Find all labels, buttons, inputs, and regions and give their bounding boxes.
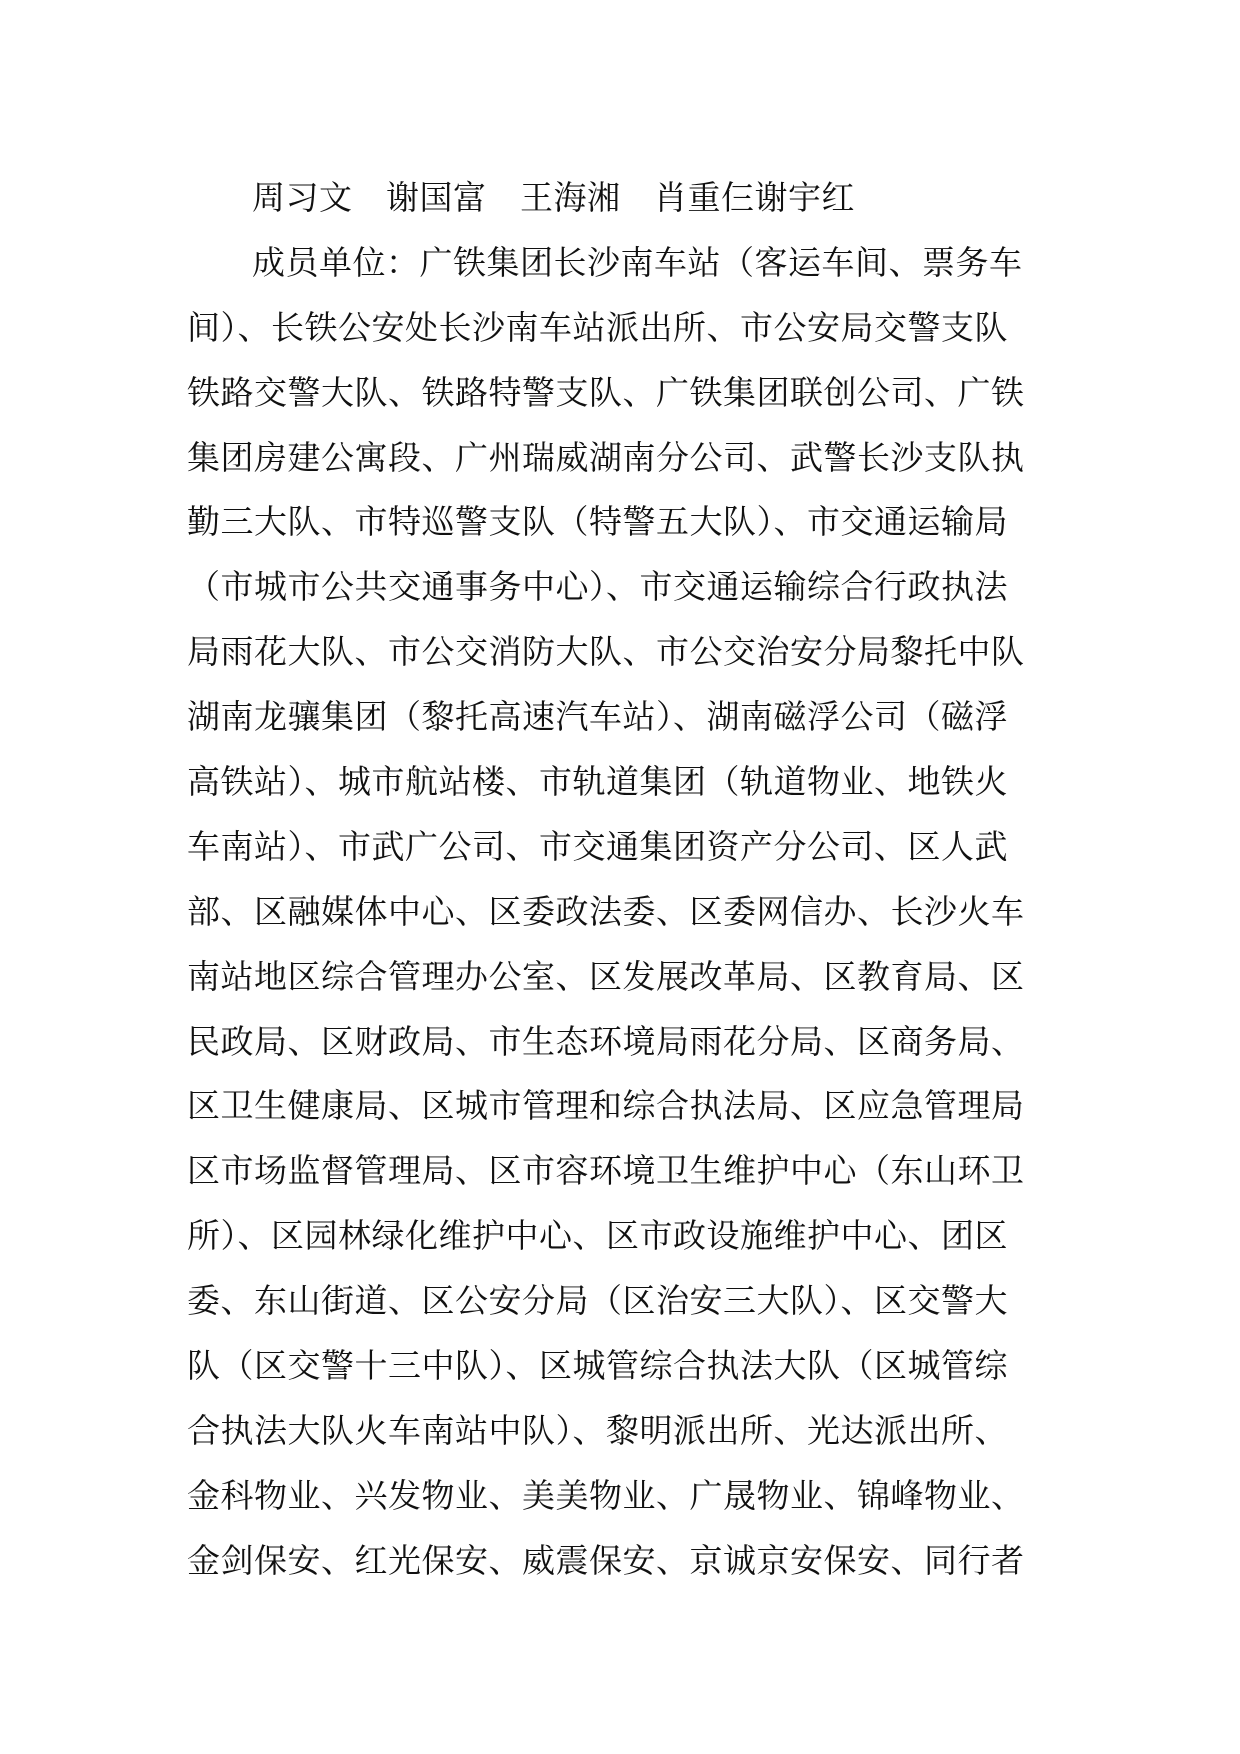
paragraph-line: 部、区融媒体中心、区委政法委、区委网信办、长沙火车 <box>187 891 1025 931</box>
paragraph-line: 湖南龙骧集团（黎托高速汽车站）、湖南磁浮公司（磁浮 <box>187 697 1008 737</box>
document-body <box>187 166 1067 1594</box>
paragraph-line: 间）、长铁公安处长沙南车站派出所、市公安局交警支队 <box>187 307 1008 347</box>
paragraph-line: 南站地区综合管理办公室、区发展改革局、区教育局、区 <box>187 956 1025 996</box>
paragraph-line: 高铁站）、城市航站楼、市轨道集团（轨道物业、地铁火 <box>187 762 1008 802</box>
paragraph-line: 区卫生健康局、区城市管理和综合执法局、区应急管理局 <box>187 1086 1025 1126</box>
paragraph-line: 局雨花大队、市公交消防大队、市公交治安分局黎托中队 <box>187 632 1025 672</box>
paragraph-line: 铁路交警大队、铁路特警支队、广铁集团联创公司、广铁 <box>187 372 1025 412</box>
paragraph-line: 集团房建公寓段、广州瑞威湖南分公司、武警长沙支队执 <box>187 437 1025 477</box>
paragraph-line: 队（区交警十三中队）、区城管综合执法大队（区城管综 <box>187 1346 1008 1386</box>
member-units-paragraph-line: 成员单位：广铁集团长沙南车站（客运车间、票务车 <box>252 242 1023 282</box>
paragraph-line: 委、东山街道、区公安分局（区治安三大队）、区交警大 <box>187 1281 1008 1321</box>
paragraph-line: 区市场监督管理局、区市容环境卫生维护中心（东山环卫 <box>187 1151 1025 1191</box>
paragraph-line: 合执法大队火车南站中队）、黎明派出所、光达派出所、 <box>187 1410 1008 1450</box>
paragraph-line: 金剑保安、红光保安、威震保安、京诚京安保安、同行者 <box>187 1540 1025 1580</box>
paragraph-line: 金科物业、兴发物业、美美物业、广晟物业、锦峰物业、 <box>187 1475 1025 1515</box>
paragraph-line: 车南站）、市武广公司、市交通集团资产分公司、区人武 <box>187 826 1008 866</box>
paragraph-line: 所）、区园林绿化维护中心、区市政设施维护中心、团区 <box>187 1216 1008 1256</box>
paragraph-line: 民政局、区财政局、市生态环境局雨花分局、区商务局、 <box>187 1021 1025 1061</box>
paragraph-line: 勤三大队、市特巡警支队（特警五大队）、市交通运输局 <box>187 502 1008 542</box>
paragraph-line: （市城市公共交通事务中心）、市交通运输综合行政执法 <box>187 567 1008 607</box>
member-names-line: 周习文 谢国富 王海湘 肖重仨谢宇红 <box>252 178 855 217</box>
